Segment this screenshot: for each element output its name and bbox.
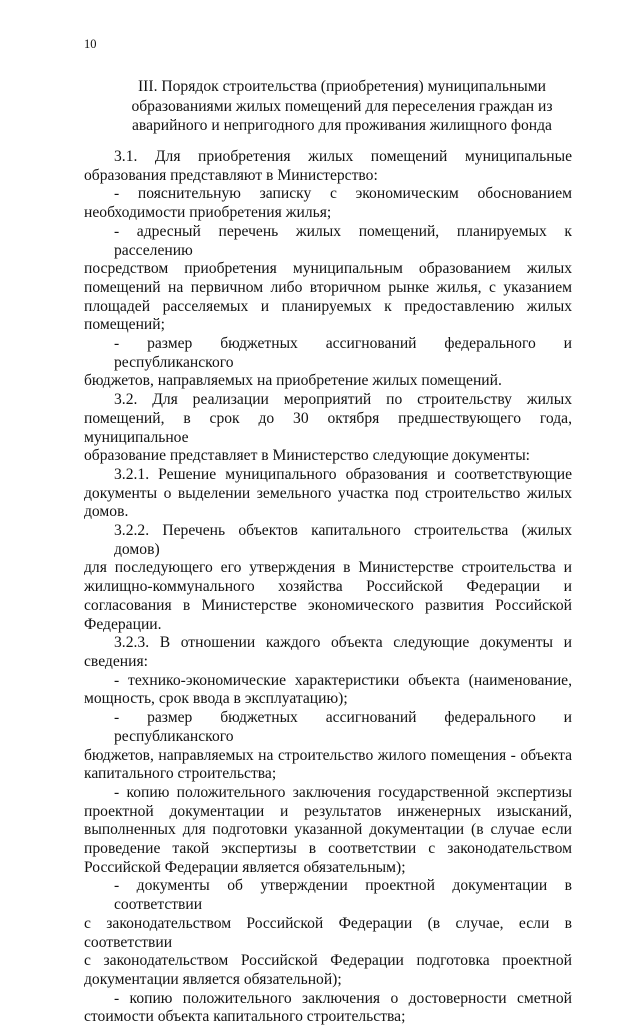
text-line: с законодательством Российской Федерации подготовка проектной xyxy=(84,952,572,970)
text-line: сведения: xyxy=(84,652,148,670)
text-line: документации является обязательной); xyxy=(84,970,342,988)
paragraph xyxy=(84,522,572,634)
text-line: 3.2.3. В отношении каждого объекта следующие документы и xyxy=(114,634,572,652)
text-line: 3.2.1. Решение муниципального образования и соответствующие xyxy=(114,465,572,483)
paragraph xyxy=(84,990,572,1027)
text-line: согласования в Министерстве экономического развития Российской xyxy=(84,596,572,614)
text-line: 3.1. Для приобретения жилых помещений муниципальные xyxy=(114,148,572,165)
text-line: выполненных для подготовки указанной документации (в случае если xyxy=(84,821,572,839)
paragraph xyxy=(84,335,572,391)
paragraph xyxy=(84,391,572,466)
paragraph xyxy=(84,466,572,522)
page-number: 10 xyxy=(84,37,97,51)
text-line: мощность, срок ввода в эксплуатацию); xyxy=(84,690,348,708)
text-line: образование представляет в Министерство следующие документы: xyxy=(84,447,530,465)
text-line: площадей расселяемых и планируемых к предоставлению жилых xyxy=(84,297,572,315)
text-line: бюджетов, направляемых на приобретение жилых помещений. xyxy=(84,372,502,390)
text-line: помещений, в срок до 30 октября предшествующего года, муниципальное xyxy=(84,409,572,446)
section-heading xyxy=(112,77,572,136)
text-line: жилищно-коммунального хозяйства Российской Федерации и xyxy=(84,578,572,596)
text-line: необходимости приобретения жилья; xyxy=(84,204,332,222)
document-body xyxy=(84,148,572,1027)
text-line: документы о выделении земельного участка под строительство жилых xyxy=(84,484,572,502)
text-line: Федерации. xyxy=(84,615,162,633)
section-heading-line: образованиями жилых помещений для переселения граждан из xyxy=(131,97,553,115)
text-line: с законодательством Российской Федерации (в случае, если в соответствии xyxy=(84,914,572,951)
paragraph xyxy=(84,672,572,709)
paragraph xyxy=(84,709,572,784)
paragraph xyxy=(84,784,572,878)
section-heading-line: III. Порядок строительства (приобретения) муниципальными xyxy=(137,78,546,95)
text-line: - размер бюджетных ассигнований федерального и республиканского xyxy=(114,335,572,371)
text-line: - копию положительного заключения о достоверности сметной xyxy=(114,989,572,1007)
text-line: помещений на первичном либо вторичном рынке жилья, с указанием xyxy=(84,278,572,296)
text-line: посредством приобретения муниципальным образованием жилых xyxy=(84,260,572,278)
text-line: проектной документации и результатов инженерных изысканий, xyxy=(84,802,572,820)
text-line: 3.2. Для реализации мероприятий по строительству жилых xyxy=(114,391,572,409)
text-line: капитального строительства; xyxy=(84,765,277,783)
text-line: бюджетов, направляемых на строительство жилого помещения - объекта xyxy=(84,746,572,764)
text-line: проведение такой экспертизы в соответствии с законодательством xyxy=(84,840,572,858)
text-line: - адресный перечень жилых помещений, планируемых к расселению xyxy=(114,222,572,259)
paragraph xyxy=(84,223,572,335)
text-line: Российской Федерации является обязательным); xyxy=(84,858,406,876)
text-line: 3.2.2. Перечень объектов капитального строительства (жилых домов) xyxy=(114,522,572,558)
section-heading-line: аварийного и непригодного для проживания жилищного фонда xyxy=(132,117,552,134)
paragraph xyxy=(84,634,572,671)
text-line: - размер бюджетных ассигнований федерального и республиканского xyxy=(114,709,572,745)
text-line: помещений; xyxy=(84,316,165,334)
text-line: стоимости объекта капитального строительства; xyxy=(84,1008,406,1026)
text-line: - технико-экономические характеристики объекта (наименование, xyxy=(114,671,572,689)
paragraph xyxy=(84,877,572,989)
text-line: домов. xyxy=(84,503,129,521)
paragraph xyxy=(84,185,572,222)
text-line: - копию положительного заключения государственной экспертизы xyxy=(114,783,572,801)
text-line: для последующего его утверждения в Министерстве строительства и xyxy=(84,559,572,577)
text-line: образования представляют в Министерство: xyxy=(84,166,378,184)
text-line: - документы об утверждении проектной документации в соответствии xyxy=(114,877,572,914)
paragraph xyxy=(84,148,572,185)
text-line: - пояснительную записку с экономическим обоснованием xyxy=(114,185,572,203)
